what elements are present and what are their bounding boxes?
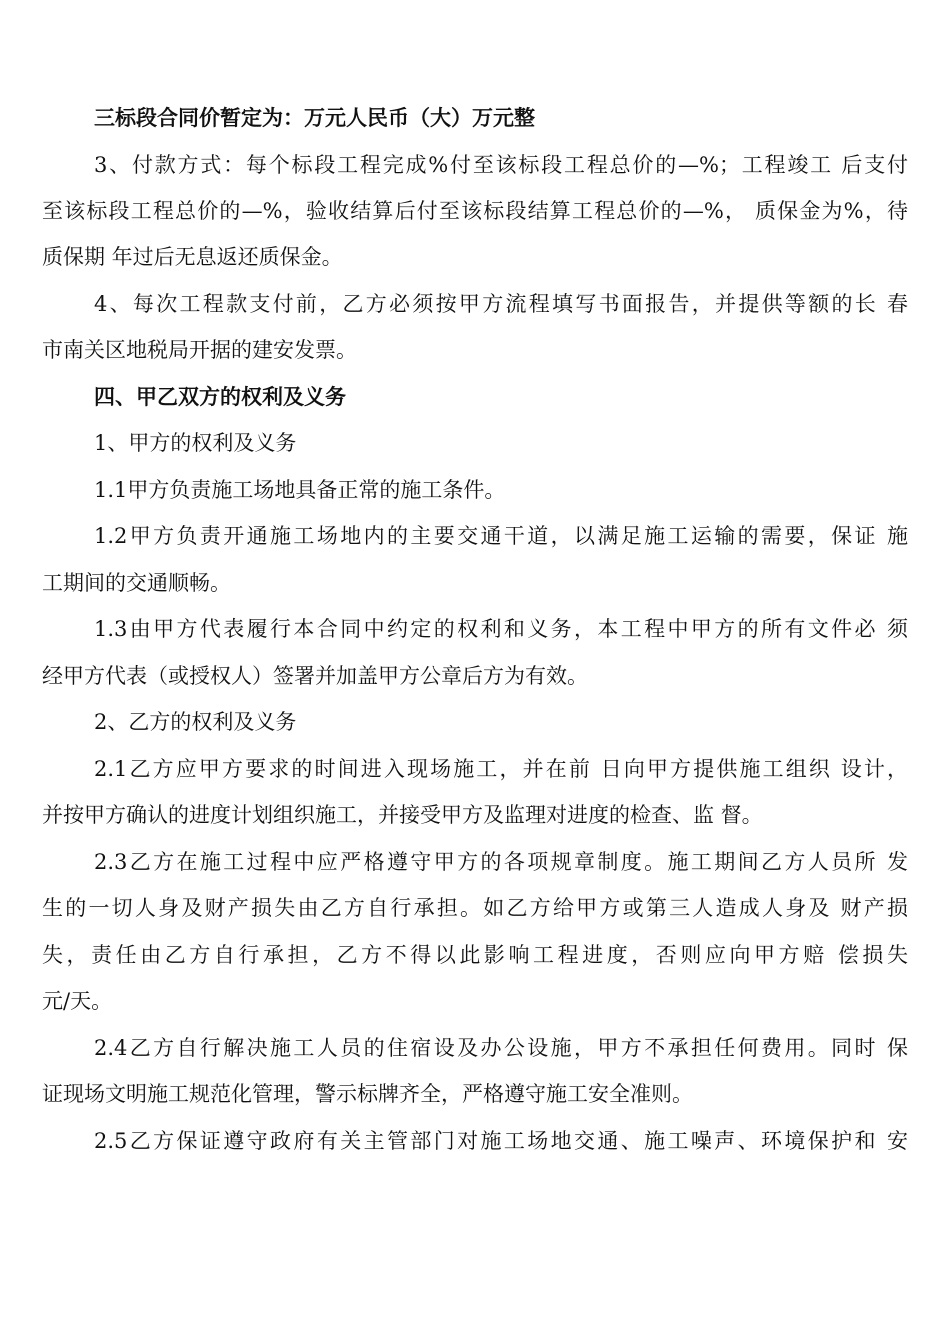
invoice-clause-line-2: 市南关区地税局开据的建安发票。: [42, 338, 357, 362]
subheading-party-b: 2、乙方的权利及义务: [94, 710, 297, 734]
payment-method-line-1: 3、付款方式：每个标段工程完成%付至该标段工程总价的—%；工程竣工 后支付: [94, 153, 908, 177]
contract-price-line: 三标段合同价暂定为：万元人民币（大）万元整: [94, 106, 535, 130]
clause-2-3-line-4: 元/天。: [42, 989, 113, 1013]
clause-1-2-line-2: 工期间的交通顺畅。: [42, 571, 231, 595]
section-heading-rights: 四、甲乙双方的权利及义务: [94, 385, 346, 409]
clause-1-1: 1.1甲方负责施工场地具备正常的施工条件。: [94, 478, 506, 502]
invoice-clause-line-1: 4、每次工程款支付前，乙方必须按甲方流程填写书面报告，并提供等额的长 春: [94, 292, 908, 316]
clause-1-3-line-1: 1.3由甲方代表履行本合同中约定的权利和义务，本工程中甲方的所有文件必 须: [94, 617, 908, 641]
payment-method-line-2: 至该标段工程总价的—%，验收结算后付至该标段结算工程总价的—%， 质保金为%，待: [42, 199, 908, 223]
clause-2-4-line-1: 2.4乙方自行解决施工人员的住宿设及办公设施，甲方不承担任何费用。同时 保: [94, 1036, 908, 1060]
clause-2-1-line-1: 2.1乙方应甲方要求的时间进入现场施工，并在前 日向甲方提供施工组织 设计，: [94, 757, 908, 781]
clause-1-2-line-1: 1.2甲方负责开通施工场地内的主要交通干道，以满足施工运输的需要，保证 施: [94, 524, 908, 548]
clause-2-1-line-2: 并按甲方确认的进度计划组织施工，并接受甲方及监理对进度的检查、监 督。: [42, 803, 763, 827]
clause-2-3-line-2: 生的一切人身及财产损失由乙方自行承担。如乙方给甲方或第三人造成人身及 财产损: [42, 896, 908, 920]
clause-2-3-line-3: 失，责任由乙方自行承担，乙方不得以此影响工程进度，否则应向甲方赔 偿损失: [42, 943, 908, 967]
clause-1-3-line-2: 经甲方代表（或授权人）签署并加盖甲方公章后方为有效。: [42, 664, 588, 688]
subheading-party-a: 1、甲方的权利及义务: [94, 431, 297, 455]
clause-2-3-line-1: 2.3乙方在施工过程中应严格遵守甲方的各项规章制度。施工期间乙方人员所 发: [94, 850, 908, 874]
clause-2-5-line-1: 2.5乙方保证遵守政府有关主管部门对施工场地交通、施工噪声、环境保护和 安: [94, 1129, 908, 1153]
clause-2-4-line-2: 证现场文明施工规范化管理，警示标牌齐全，严格遵守施工安全准则。: [42, 1082, 693, 1106]
payment-method-line-3: 质保期 年过后无息返还质保金。: [42, 245, 343, 269]
